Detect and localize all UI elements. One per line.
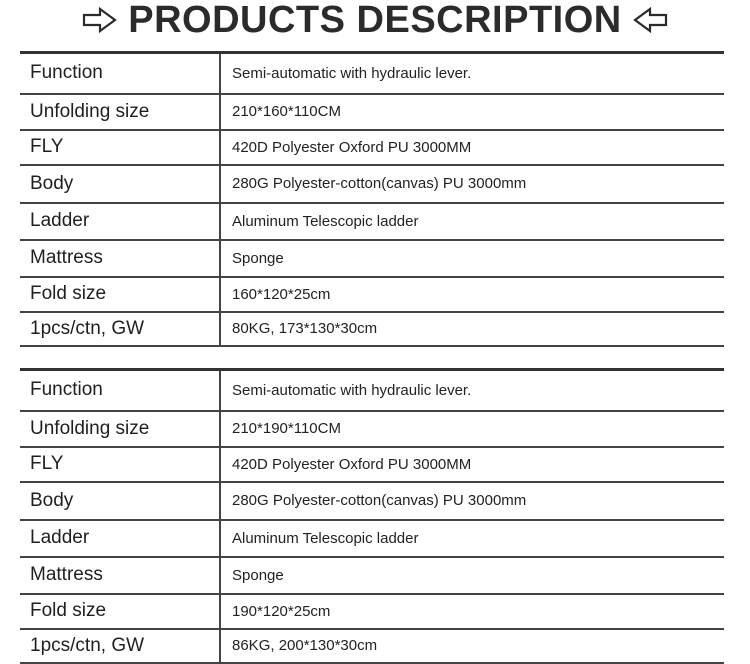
table-row [20, 447, 724, 482]
row-label: Unfolding size [20, 411, 220, 447]
row-value: Sponge [220, 557, 724, 594]
table-row [20, 312, 724, 346]
row-label: Ladder [20, 520, 220, 557]
table-row [20, 240, 724, 277]
row-value: Semi-automatic with hydraulic lever. [220, 370, 724, 411]
section-header [0, 0, 750, 40]
table-row [20, 130, 724, 165]
spec-table-2 [20, 368, 724, 664]
table-row [20, 629, 724, 663]
row-label: 1pcs/ctn, GW [20, 629, 220, 663]
table-row [20, 277, 724, 312]
row-value: 210*160*110CM [220, 94, 724, 130]
row-value: 190*120*25cm [220, 594, 724, 629]
table-row [20, 411, 724, 447]
row-value: 280G Polyester-cotton(canvas) PU 3000mm [220, 482, 724, 520]
row-value: 280G Polyester-cotton(canvas) PU 3000mm [220, 165, 724, 203]
table-row [20, 370, 724, 411]
row-value: Sponge [220, 240, 724, 277]
spec-table-1 [20, 51, 724, 347]
row-label: Mattress [20, 240, 220, 277]
table-row [20, 482, 724, 520]
table-row [20, 520, 724, 557]
row-label: Body [20, 482, 220, 520]
arrow-right-outline-icon [82, 7, 118, 33]
row-value: Aluminum Telescopic ladder [220, 520, 724, 557]
row-label: FLY [20, 447, 220, 482]
row-label: FLY [20, 130, 220, 165]
row-value: 420D Polyester Oxford PU 3000MM [220, 447, 724, 482]
row-value: 420D Polyester Oxford PU 3000MM [220, 130, 724, 165]
page-title: PRODUCTS DESCRIPTION [128, 0, 622, 41]
row-label: Body [20, 165, 220, 203]
row-label: Fold size [20, 277, 220, 312]
row-value: 210*190*110CM [220, 411, 724, 447]
row-label: Fold size [20, 594, 220, 629]
row-value: 160*120*25cm [220, 277, 724, 312]
row-label: Function [20, 53, 220, 94]
table-row [20, 94, 724, 130]
row-label: Mattress [20, 557, 220, 594]
table-row [20, 594, 724, 629]
row-label: 1pcs/ctn, GW [20, 312, 220, 346]
row-label: Ladder [20, 203, 220, 240]
table-row [20, 557, 724, 594]
row-value: 80KG, 173*130*30cm [220, 312, 724, 346]
row-value: Semi-automatic with hydraulic lever. [220, 53, 724, 94]
table-row [20, 203, 724, 240]
row-label: Unfolding size [20, 94, 220, 130]
row-label: Function [20, 370, 220, 411]
row-value: Aluminum Telescopic ladder [220, 203, 724, 240]
row-value: 86KG, 200*130*30cm [220, 629, 724, 663]
arrow-left-outline-icon [632, 7, 668, 33]
table-row [20, 53, 724, 94]
table-row [20, 165, 724, 203]
